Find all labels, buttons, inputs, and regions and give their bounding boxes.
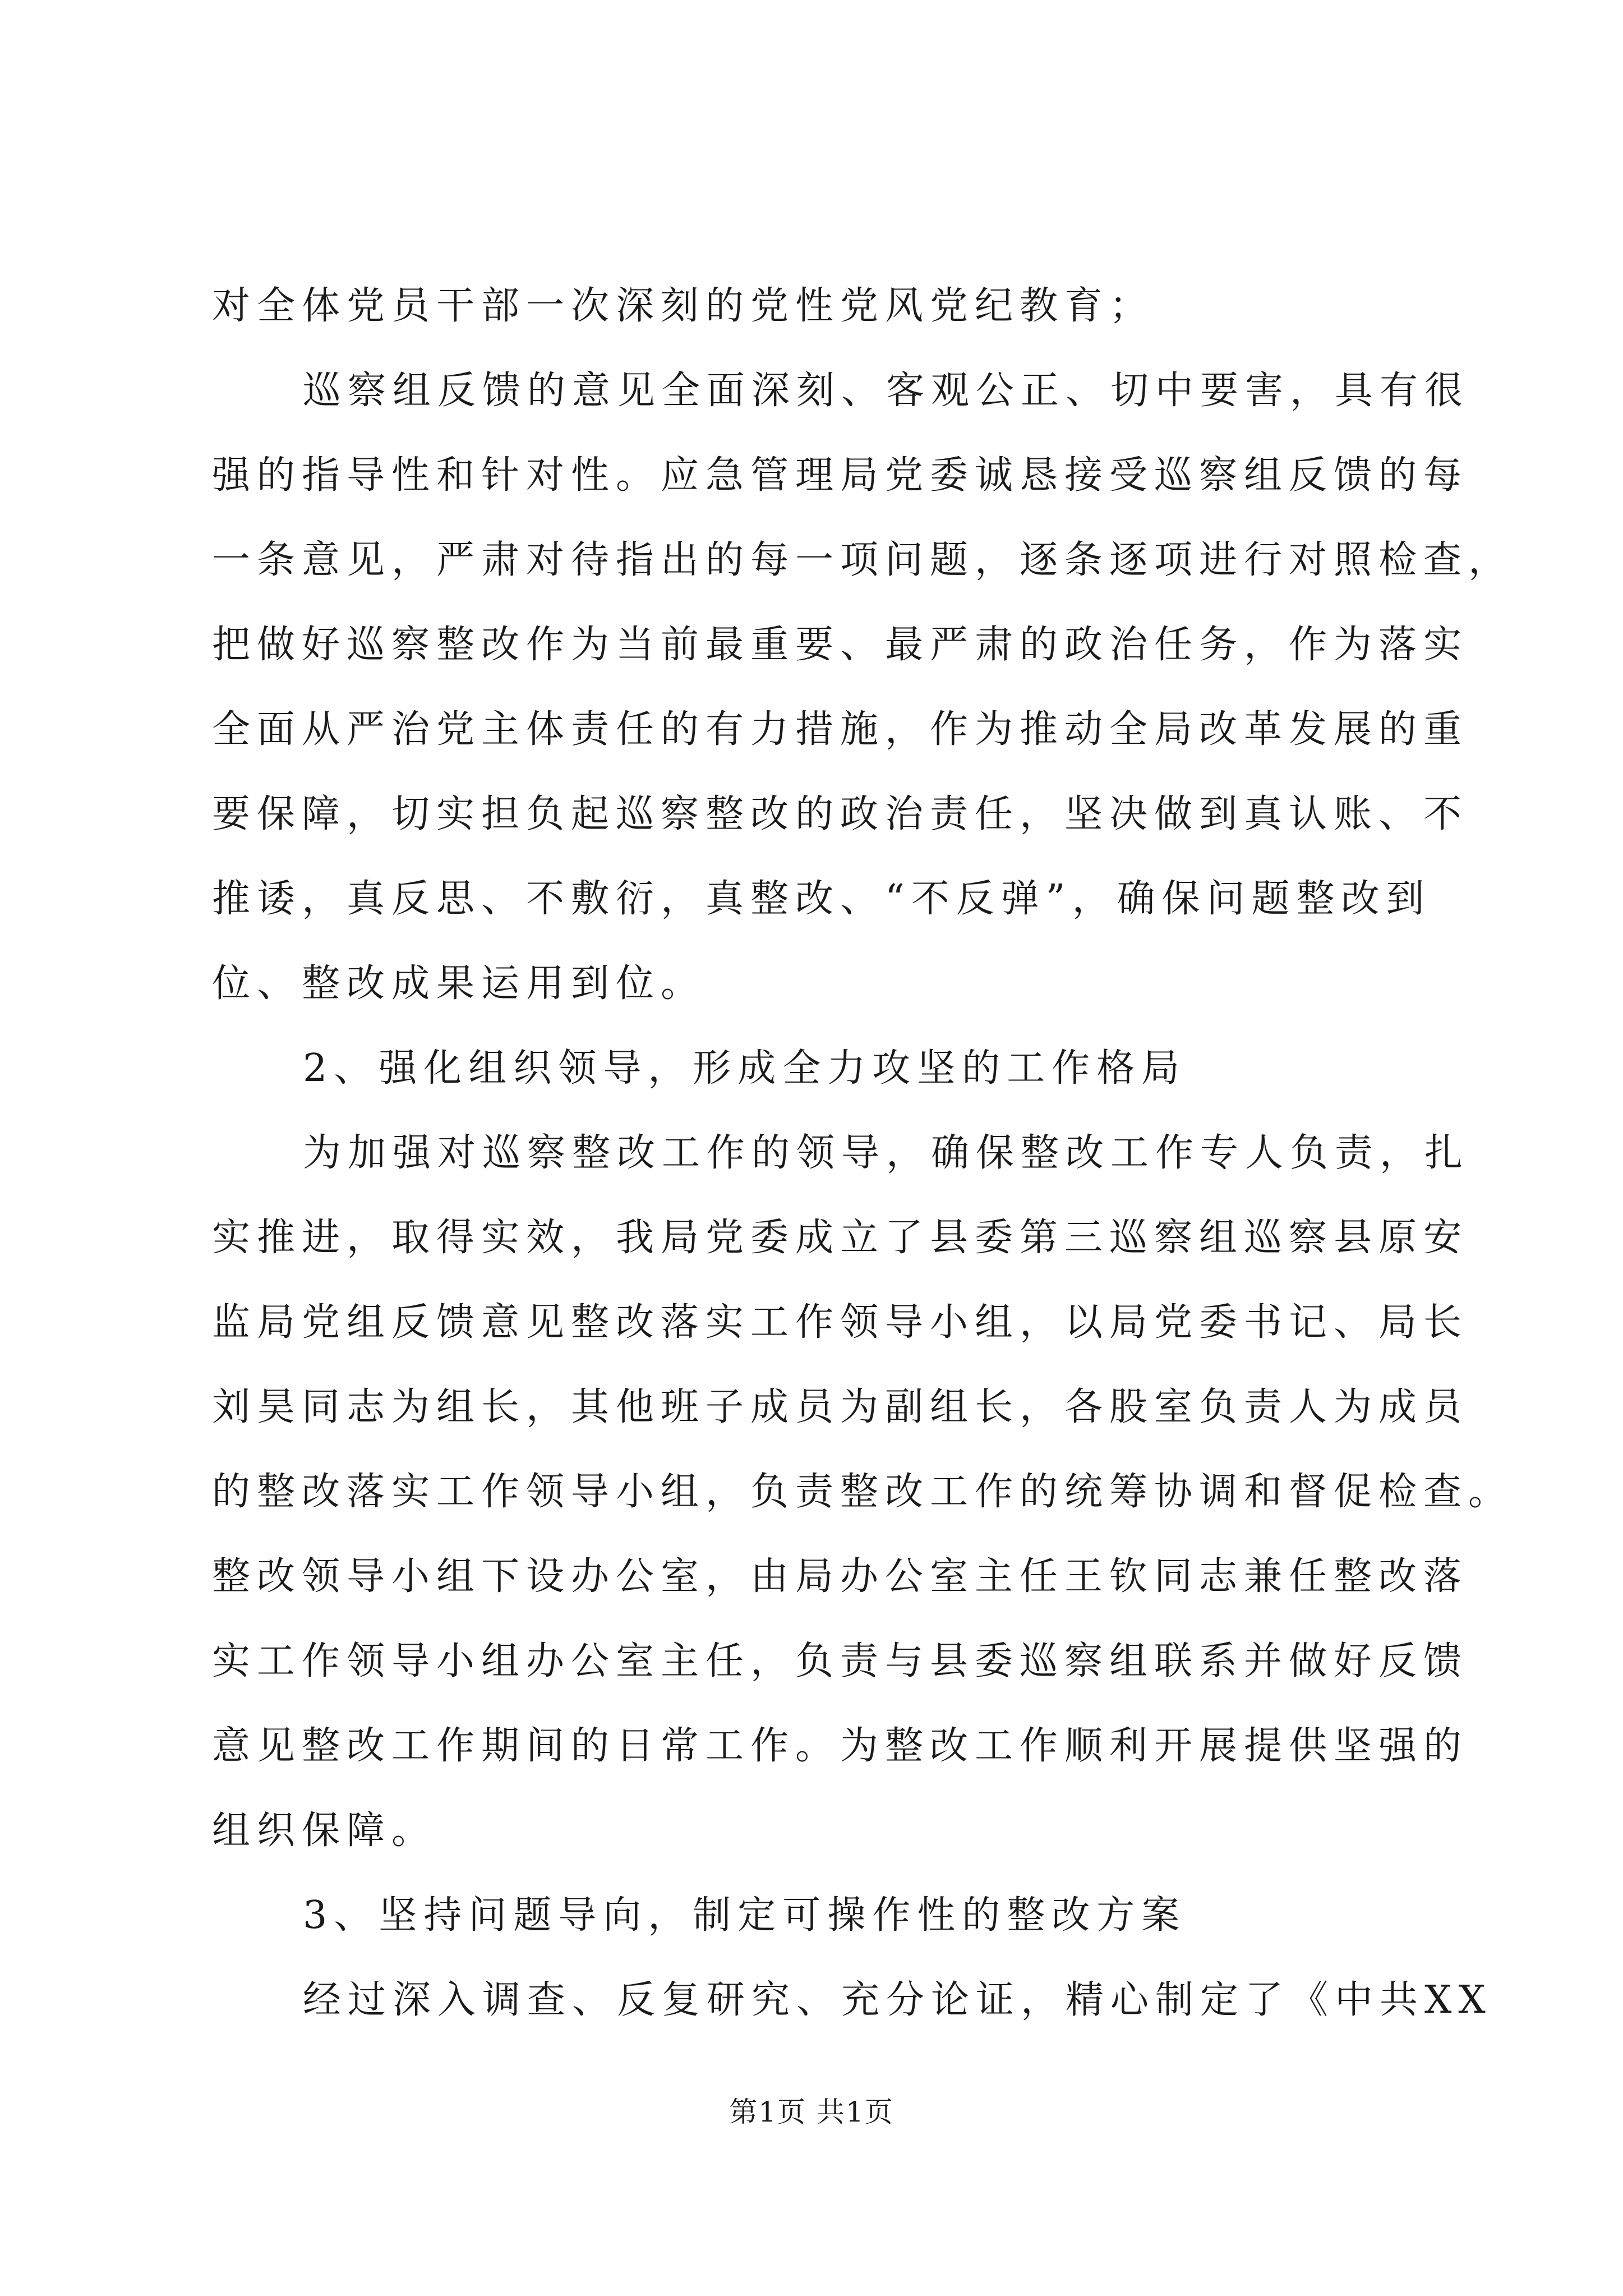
text-line: 整改领导小组下设办公室，由局办公室主任王钦同志兼任整改落 <box>212 1554 1469 1599</box>
paragraph-start-line: 为加强对巡察整改工作的领导，确保整改工作专人负责，扎 <box>303 1131 1470 1175</box>
text-line: 把做好巡察整改作为当前最重要、最严肃的政治任务，作为落实 <box>212 623 1469 667</box>
text-line: 推诿，真反思、不敷衍，真整改、“不反弹”，确保问题整改到 <box>212 877 1431 921</box>
text-line: 意见整改工作期间的日常工作。为整改工作顺利开展提供坚强的 <box>212 1724 1469 1768</box>
text-line: 监局党组反馈意见整改落实工作领导小组，以局党委书记、局长 <box>212 1300 1469 1345</box>
text-line: 组织保障。 <box>212 1809 437 1853</box>
text-line: 一条意见，严肃对待指出的每一项问题，逐条逐项进行对照检查， <box>212 538 1514 582</box>
text-line: 实推进，取得实效，我局党委成立了县委第三巡察组巡察县原安 <box>212 1216 1469 1260</box>
paragraph-start-line: 巡察组反馈的意见全面深刻、客观公正、切中要害，具有很 <box>303 369 1470 413</box>
paragraph-start-line: 经过深入调查、反复研究、充分论证，精心制定了《中共XX <box>303 1978 1492 2022</box>
text-line: 对全体党员干部一次深刻的党性党风党纪教育； <box>212 284 1155 328</box>
text-line: 实工作领导小组办公室主任，负责与县委巡察组联系并做好反馈 <box>212 1639 1469 1683</box>
section-heading-2: 2、强化组织领导，形成全力攻坚的工作格局 <box>303 1046 1187 1091</box>
text-line: 要保障，切实担负起巡察整改的政治责任，坚决做到真认账、不 <box>212 792 1469 836</box>
text-line: 强的指导性和针对性。应急管理局党委诚恳接受巡察组反馈的每 <box>212 453 1469 498</box>
text-line: 刘昊同志为组长，其他班子成员为副组长，各股室负责人为成员 <box>212 1385 1469 1429</box>
text-line: 位、整改成果运用到位。 <box>212 961 706 1006</box>
document-body <box>212 264 1514 2042</box>
text-line: 的整改落实工作领导小组，负责整改工作的统筹协调和督促检查。 <box>212 1470 1514 1514</box>
page-number-footer: 第1页 共1页 <box>729 2096 894 2128</box>
section-heading-3: 3、坚持问题导向，制定可操作性的整改方案 <box>303 1893 1187 1938</box>
text-line: 全面从严治党主体责任的有力措施，作为推动全局改革发展的重 <box>212 707 1469 752</box>
